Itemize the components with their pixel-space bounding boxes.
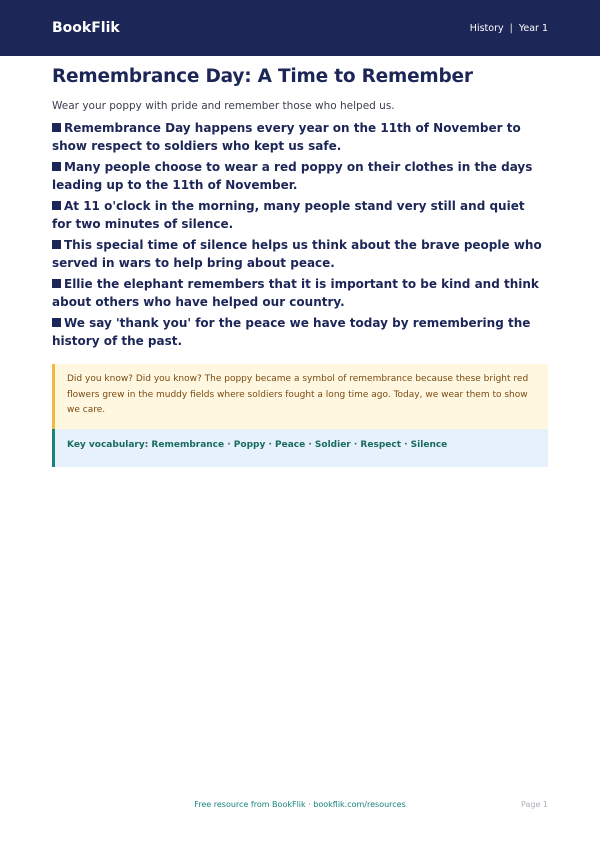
list-item xyxy=(52,159,548,194)
list-item xyxy=(52,315,548,350)
page-title: Remembrance Day: A Time to Remember xyxy=(52,66,473,87)
square-bullet-icon xyxy=(52,123,61,132)
square-bullet-icon xyxy=(52,279,61,288)
page-number: Page 1 xyxy=(521,800,548,809)
list-item xyxy=(52,237,548,272)
subject-label: History xyxy=(469,22,504,34)
key-vocabulary-box: Key vocabulary: Remembrance · Poppy · Peace · Soldier · Respect · Silence xyxy=(52,429,548,467)
main-content xyxy=(52,64,548,467)
list-item xyxy=(52,198,548,233)
page-footer xyxy=(0,800,600,816)
square-bullet-icon xyxy=(52,240,61,249)
footer-link[interactable]: Free resource from BookFlik · bookflik.com/resources xyxy=(194,800,406,809)
list-item-text: We say 'thank you' for the peace we have today by remembering the history of the past. xyxy=(52,316,531,348)
list-item-text: Remembrance Day happens every year on the 11th of November to show respect to soldiers who kept us safe. xyxy=(52,121,521,153)
brand-logo[interactable]: BookFlik xyxy=(52,20,120,36)
square-bullet-icon xyxy=(52,162,61,171)
list-item-text: At 11 o'clock in the morning, many people stand very still and quiet for two minutes of silence. xyxy=(52,199,525,231)
list-item-text: This special time of silence helps us think about the brave people who served in wars to help bring about peace. xyxy=(52,238,542,270)
fact-list xyxy=(52,120,548,350)
list-item xyxy=(52,120,548,155)
list-item-text: Ellie the elephant remembers that it is important to be kind and think about others who have helped our country. xyxy=(52,277,539,309)
did-you-know-box: Did you know? Did you know? The poppy became a symbol of remembrance because these bright red flowers grew in the muddy fields where soldiers fought a long time ago. Today, we wear them to show we care. xyxy=(52,364,548,429)
meta-separator: | xyxy=(509,22,513,34)
year-label: Year 1 xyxy=(518,22,548,34)
list-item-text: Many people choose to wear a red poppy on their clothes in the days leading up to the 11th of November. xyxy=(52,160,533,192)
list-item xyxy=(52,276,548,311)
square-bullet-icon xyxy=(52,201,61,210)
top-header xyxy=(0,0,600,56)
header-meta xyxy=(470,23,548,34)
square-bullet-icon xyxy=(52,318,61,327)
page-subtitle: Wear your poppy with pride and remember those who helped us. xyxy=(52,100,395,112)
